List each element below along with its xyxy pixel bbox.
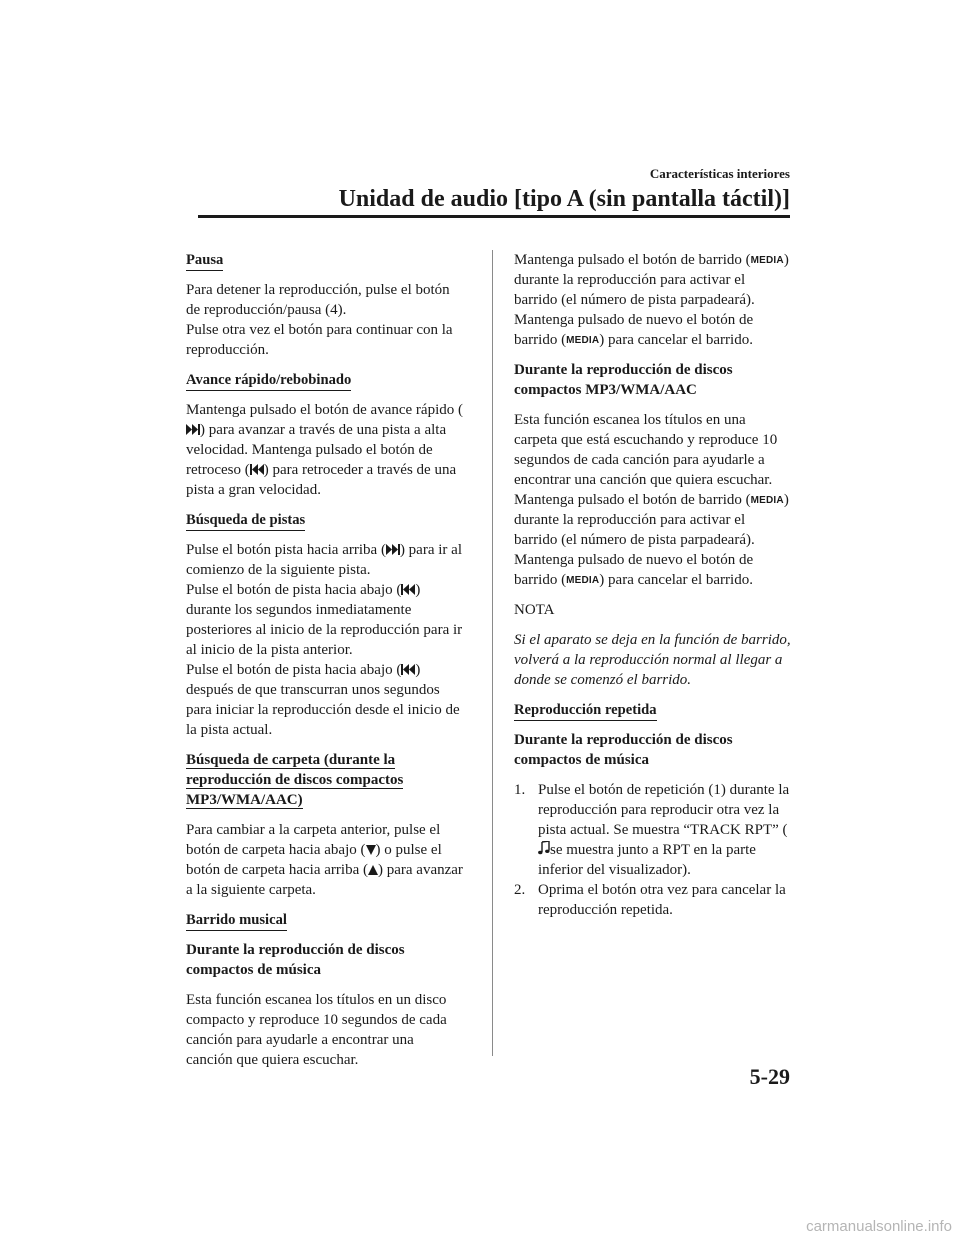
watermark: carmanualsonline.info	[806, 1218, 952, 1235]
heading-carpeta-wrap	[186, 750, 464, 810]
avance-text-c: ) para retroceder a través de una pista a gran velocidad.	[186, 462, 457, 498]
column-divider	[492, 250, 493, 1056]
mp3-text-1a: Esta función escanea los títulos en una carpeta que está escuchando y reproduce 10 segundos de cada canción para ayudarle a encontrar una canción que quiera escuchar. Mantenga pulsado el botón de barrido (	[514, 412, 778, 508]
avance-text-a: Mantenga pulsado el botón de avance rápido (	[186, 402, 463, 418]
mp3-text-2b: ) para cancelar el barrido.	[599, 572, 753, 588]
mp3-subheading: Durante la reproducción de discos compactos MP3/WMA/AAC	[514, 362, 733, 398]
fast-forward-icon	[186, 424, 200, 435]
avance-text	[186, 400, 464, 500]
media-icon: MEDIA	[750, 255, 784, 266]
media-icon: MEDIA	[566, 335, 600, 346]
busqueda-text-3	[186, 660, 464, 740]
track-down-icon	[401, 584, 415, 595]
mp3-text-1b: ) durante la reproducción para activar el barrido (el número de pista parpadeará).	[514, 492, 789, 548]
track-up-icon	[386, 544, 400, 555]
heading-carpeta: Búsqueda de carpeta (durante la reproducción de discos compactos MP3/WMA/AAC)	[186, 752, 404, 808]
busqueda-text-2a: Pulse el botón de pista hacia abajo (	[186, 582, 402, 598]
step-number: 2.	[514, 882, 526, 898]
heading-pausa: Pausa	[186, 250, 223, 271]
busqueda-text-1a: Pulse el botón pista hacia arriba (	[186, 542, 386, 558]
heading-avance: Avance rápido/rebobinado	[186, 370, 351, 391]
folder-up-icon	[368, 865, 378, 875]
note-title: NOTA	[514, 602, 555, 618]
media-icon: MEDIA	[566, 575, 600, 586]
track-down-icon	[401, 664, 415, 675]
page-number: 5-29	[749, 1064, 790, 1089]
busqueda-text-1b: ) para ir al comienzo de la siguiente pista.	[186, 542, 462, 578]
barrido-cont-c: ) para cancelar el barrido.	[599, 332, 753, 348]
mp3-text-1	[514, 410, 792, 550]
pausa-text-2: Pulse otra vez el botón para continuar con la reproducción.	[186, 322, 453, 358]
section-label: Características interiores	[649, 166, 790, 181]
page-title: Unidad de audio [tipo A (sin pantalla táctil)]	[338, 186, 790, 212]
music-note-icon	[538, 841, 550, 855]
repeticion-subheading: Durante la reproducción de discos compactos de música	[514, 732, 733, 768]
header-rule	[198, 215, 790, 218]
carpeta-text-b: ) o pulse el botón de carpeta hacia arriba (	[186, 842, 442, 878]
step-number: 1.	[514, 782, 526, 798]
folder-down-icon	[366, 845, 376, 855]
mp3-text-2	[514, 550, 792, 590]
barrido-cont-b: ) durante la reproducción para activar el barrido (el número de pista parpadeará). Mantenga pulsado de nuevo el botón de barrido (	[514, 252, 789, 348]
busqueda-text-3b: ) después de que transcurran unos segundos para iniciar la reproducción desde el inicio de la pista actual.	[186, 662, 460, 738]
step-2-text: Oprima el botón otra vez para cancelar la reproducción repetida.	[538, 882, 786, 918]
barrido-cont-a: Mantenga pulsado el botón de barrido (	[514, 252, 751, 268]
left-column	[186, 250, 464, 1080]
right-column	[514, 250, 792, 920]
avance-text-b: ) para avanzar a través de una pista a alta velocidad. Mantenga pulsado el botón de retroceso (	[186, 422, 447, 478]
busqueda-text-1	[186, 540, 464, 580]
barrido-subheading: Durante la reproducción de discos compactos de música	[186, 942, 405, 978]
busqueda-text-2b: ) durante los segundos inmediatamente posteriores al inicio de la reproducción para ir al inicio de la pista anterior.	[186, 582, 463, 658]
rewind-icon	[250, 464, 264, 475]
media-icon: MEDIA	[750, 495, 784, 506]
step-1-text-a: Pulse el botón de repetición (1) durante la reproducción para reproducir otra vez la pista actual. Se muestra “TRACK RPT” (	[538, 782, 790, 838]
list-item	[514, 780, 792, 880]
busqueda-text-3a: Pulse el botón de pista hacia abajo (	[186, 662, 402, 678]
carpeta-text	[186, 820, 464, 900]
carpeta-text-c: ) para avanzar a la siguiente carpeta.	[186, 862, 463, 898]
barrido-text: Esta función escanea los títulos en un disco compacto y reproduce 10 segundos de cada canción para ayudarle a encontrar una canción que quiera escuchar.	[186, 992, 447, 1068]
note-body: Si el aparato se deja en la función de barrido, volverá a la reproducción normal al llegar a donde se comenzó el barrido.	[514, 632, 791, 688]
busqueda-text-2	[186, 580, 464, 660]
pausa-text-1: Para detener la reproducción, pulse el botón de reproducción/pausa (4).	[186, 282, 450, 318]
heading-repeticion: Reproducción repetida	[514, 700, 657, 721]
heading-busqueda: Búsqueda de pistas	[186, 510, 305, 531]
mp3-text-2a: Mantenga pulsado de nuevo el botón de barrido (	[514, 552, 754, 588]
carpeta-text-a: Para cambiar a la carpeta anterior, pulse el botón de carpeta hacia abajo (	[186, 822, 441, 858]
heading-barrido: Barrido musical	[186, 910, 287, 931]
list-item	[514, 880, 792, 920]
barrido-cont-text	[514, 250, 792, 350]
step-1-text-b: se muestra junto a RPT en la parte inferior del visualizador).	[538, 842, 756, 878]
steps-list	[514, 780, 792, 920]
